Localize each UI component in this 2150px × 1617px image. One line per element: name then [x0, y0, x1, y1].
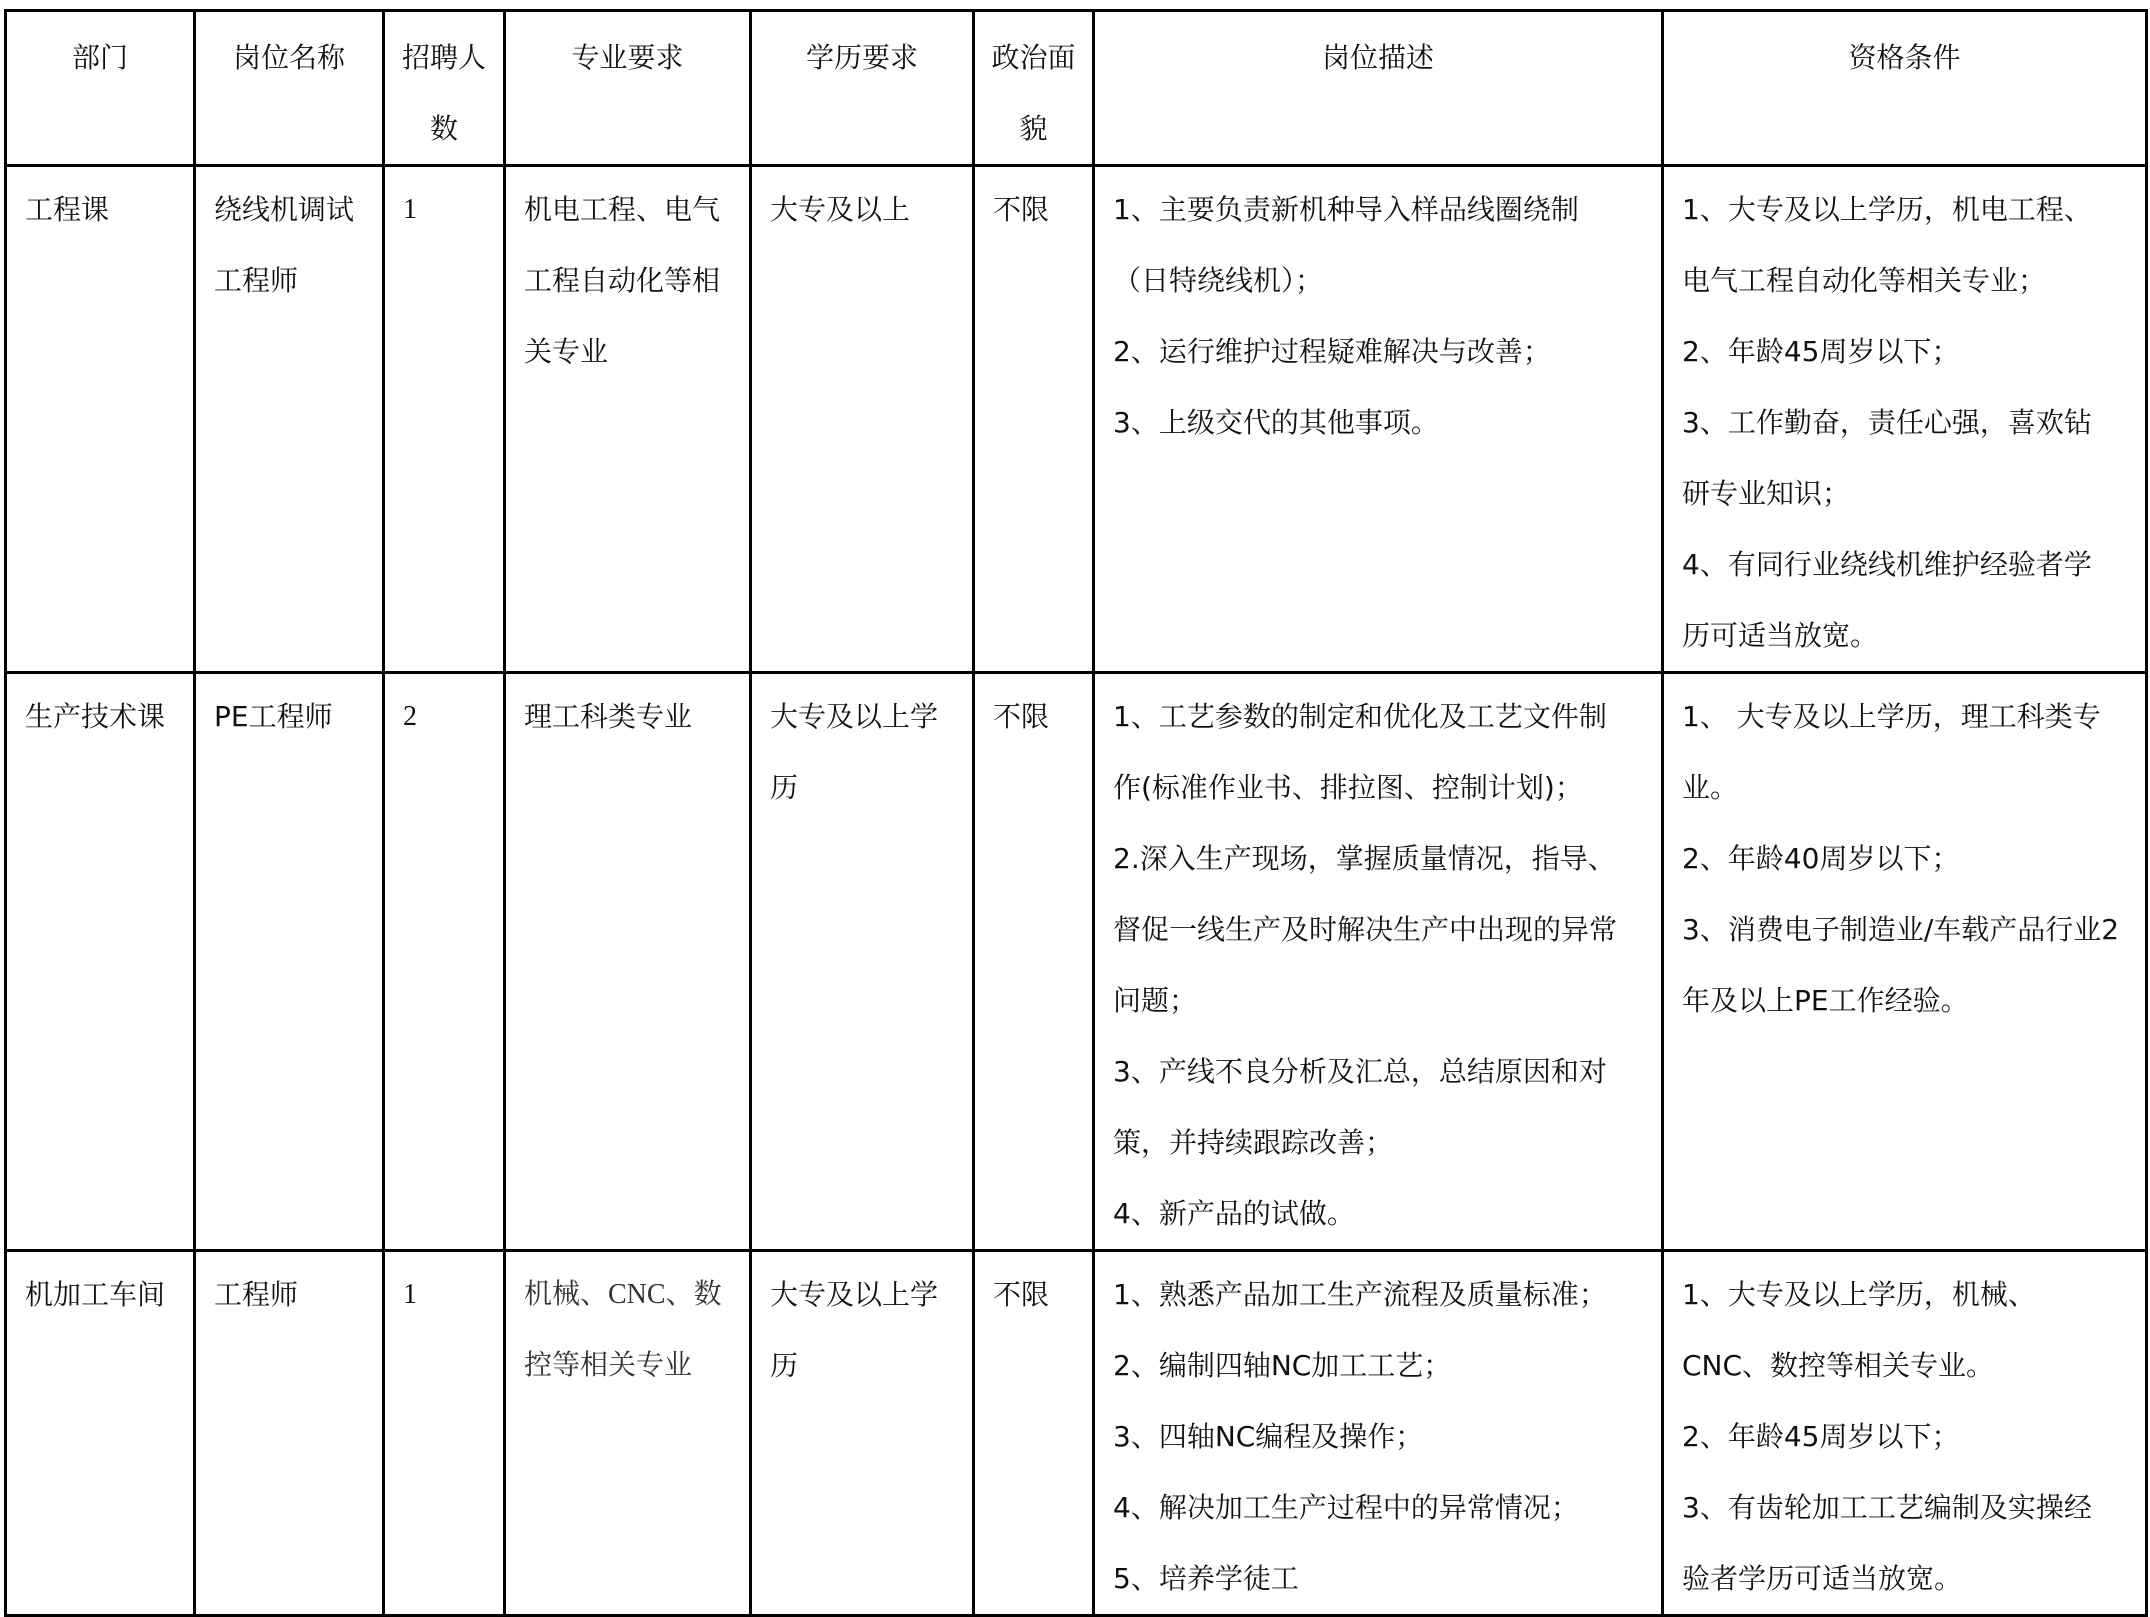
cell-major: 机械、CNC、数 控等相关专业 [505, 1251, 751, 1616]
cell-qualifications: 1、 大专及以上学历，理工科类专 业。 2、年龄40周岁以下； 3、消费电子制造业/车载产品行业2 年及以上PE工作经验。 [1663, 673, 2147, 1251]
table-row [6, 1251, 2147, 1616]
cell-dept: 生产技术课 [6, 673, 195, 1251]
cell-position: PE工程师 [195, 673, 384, 1251]
cell-political: 不限 [974, 1251, 1094, 1616]
cell-count: 1 [384, 1251, 505, 1616]
cell-political: 不限 [974, 166, 1094, 673]
cell-count: 1 [384, 166, 505, 673]
header-dept: 部门 [6, 11, 195, 166]
header-major: 专业要求 [505, 11, 751, 166]
cell-education: 大专及以上学 历 [751, 1251, 974, 1616]
cell-dept: 工程课 [6, 166, 195, 673]
table-row [6, 166, 2147, 673]
cell-education: 大专及以上 [751, 166, 974, 673]
header-education: 学历要求 [751, 11, 974, 166]
cell-description: 1、工艺参数的制定和优化及工艺文件制 作(标准作业书、排拉图、控制计划)； 2.深入生产现场，掌握质量情况，指导、 督促一线生产及时解决生产中出现的异常 问题； 3、产线不良分析及汇总，总结原因和对 策，并持续跟踪改善； 4、新产品的试做。 [1094, 673, 1663, 1251]
header-political: 政治面 貌 [974, 11, 1094, 166]
header-count: 招聘人 数 [384, 11, 505, 166]
header-row [6, 11, 2147, 166]
cell-description: 1、主要负责新机种导入样品线圈绕制 （日特绕线机）； 2、运行维护过程疑难解决与改善； 3、上级交代的其他事项。 [1094, 166, 1663, 673]
recruitment-table [4, 9, 2148, 1617]
cell-major: 机电工程、电气 工程自动化等相 关专业 [505, 166, 751, 673]
header-description: 岗位描述 [1094, 11, 1663, 166]
cell-qualifications: 1、大专及以上学历，机电工程、 电气工程自动化等相关专业； 2、年龄45周岁以下； 3、工作勤奋，责任心强，喜欢钻 研专业知识； 4、有同行业绕线机维护经验者学 历可适当放宽。 [1663, 166, 2147, 673]
cell-major: 理工科类专业 [505, 673, 751, 1251]
recruitment-table-sheet [4, 9, 2148, 1617]
cell-position: 工程师 [195, 1251, 384, 1616]
header-qualifications: 资格条件 [1663, 11, 2147, 166]
cell-count: 2 [384, 673, 505, 1251]
cell-description: 1、熟悉产品加工生产流程及质量标准； 2、编制四轴NC加工工艺； 3、四轴NC编程及操作； 4、解决加工生产过程中的异常情况； 5、培养学徒工 [1094, 1251, 1663, 1616]
cell-dept: 机加工车间 [6, 1251, 195, 1616]
table-row [6, 673, 2147, 1251]
cell-qualifications: 1、大专及以上学历，机械、 CNC、数控等相关专业。 2、年龄45周岁以下； 3、有齿轮加工工艺编制及实操经 验者学历可适当放宽。 [1663, 1251, 2147, 1616]
cell-political: 不限 [974, 673, 1094, 1251]
cell-position: 绕线机调试 工程师 [195, 166, 384, 673]
header-position: 岗位名称 [195, 11, 384, 166]
cell-education: 大专及以上学 历 [751, 673, 974, 1251]
